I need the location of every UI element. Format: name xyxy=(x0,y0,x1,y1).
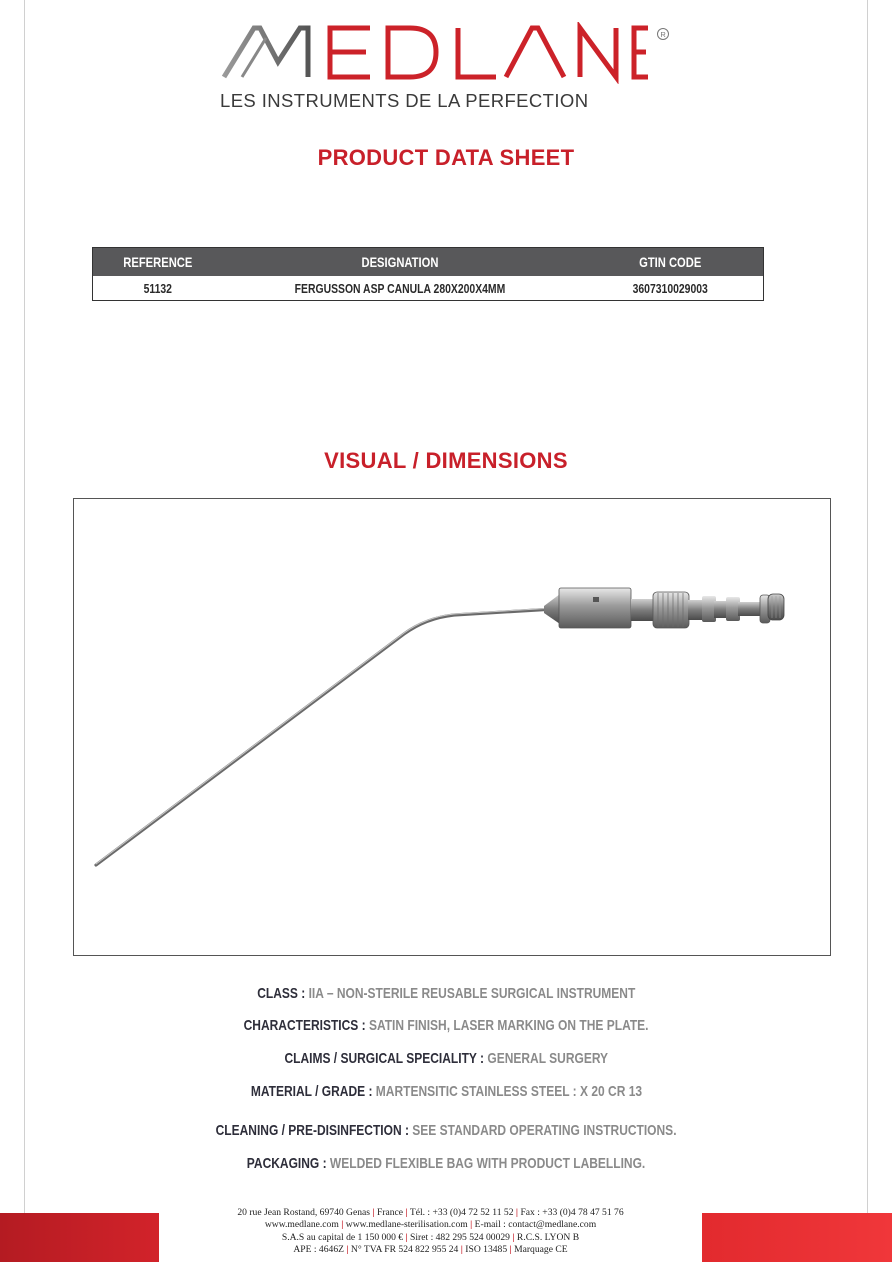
product-image-frame xyxy=(73,498,831,956)
spec-value: SEE STANDARD OPERATING INSTRUCTIONS. xyxy=(412,1122,677,1139)
table-header-row xyxy=(93,248,763,276)
spec-label: PACKAGING : xyxy=(246,1155,330,1172)
cell-designation: FERGUSSON ASP CANULA 280X200X4MM xyxy=(294,280,505,296)
header-reference: REFERENCE xyxy=(123,254,193,270)
spec-packaging xyxy=(0,1155,892,1172)
spec-characteristics xyxy=(0,1017,892,1034)
website-link[interactable]: www.medlane.com xyxy=(264,1219,339,1231)
cell-reference: 51132 xyxy=(143,280,172,296)
page-border-left xyxy=(24,0,25,1262)
footer-line-registration: APE : 4646Z | N° TVA FR 524 822 955 24 | ISO 13485 | Marquage CE xyxy=(293,1244,568,1256)
cell-gtin-code: 3607310029003 xyxy=(632,280,708,296)
spec-material xyxy=(0,1083,892,1100)
reference-table xyxy=(92,247,764,301)
email-link[interactable]: E-mail : contact@medlane.com xyxy=(474,1219,597,1231)
footer-bar-left xyxy=(0,1213,159,1262)
visual-dimensions-title: VISUAL / DIMENSIONS xyxy=(324,448,568,473)
spec-class xyxy=(0,985,892,1002)
medlane-logo xyxy=(220,22,680,118)
spec-label: CLAIMS / SURGICAL SPECIALITY : xyxy=(284,1050,488,1067)
medlane-wordmark xyxy=(220,22,680,84)
sterilisation-website-link[interactable]: www.medlane-sterilisation.com xyxy=(345,1219,468,1231)
table-row xyxy=(93,276,763,300)
spec-value: MARTENSITIC STAINLESS STEEL : X 20 CR 13 xyxy=(375,1083,642,1100)
spec-value: IIA – NON-STERILE REUSABLE SURGICAL INSTRUMENT xyxy=(308,985,636,1002)
product-data-sheet-title: PRODUCT DATA SHEET xyxy=(317,145,575,170)
spec-label: CLEANING / PRE-DISINFECTION : xyxy=(215,1122,413,1139)
spec-value: GENERAL SURGERY xyxy=(487,1050,608,1067)
footer-line-company: S.A.S au capital de 1 150 000 € | Siret : 482 295 524 00029 | R.C.S. LYON B xyxy=(281,1231,580,1243)
spec-label: MATERIAL / GRADE : xyxy=(250,1083,376,1100)
spec-claims xyxy=(0,1050,892,1067)
spec-label: CLASS : xyxy=(256,985,309,1002)
svg-text:R: R xyxy=(660,30,666,39)
footer-line-address: 20 rue Jean Rostand, 69740 Genas | France | Tél. : +33 (0)4 72 52 11 52 | Fax : +33 (0)4 78 47 51 76 xyxy=(237,1207,624,1218)
fergusson-cannula-illustration xyxy=(74,499,830,955)
footer-line-web: www.medlane.com | www.medlane-sterilisation.com | E-mail : contact@medlane.com xyxy=(264,1219,597,1231)
spec-value: SATIN FINISH, LASER MARKING ON THE PLATE. xyxy=(368,1017,649,1034)
footer-contact xyxy=(159,1207,702,1257)
brand-tagline: LES INSTRUMENTS DE LA PERFECTION xyxy=(220,90,589,111)
page-border-right xyxy=(867,0,868,1262)
footer-bar-right xyxy=(702,1213,892,1262)
spec-cleaning xyxy=(0,1122,892,1139)
header-gtin-code: GTIN CODE xyxy=(638,254,701,270)
spec-label: CHARACTERISTICS : xyxy=(243,1017,369,1034)
header-designation: DESIGNATION xyxy=(361,254,439,270)
spec-value: WELDED FLEXIBLE BAG WITH PRODUCT LABELLING. xyxy=(329,1155,646,1172)
